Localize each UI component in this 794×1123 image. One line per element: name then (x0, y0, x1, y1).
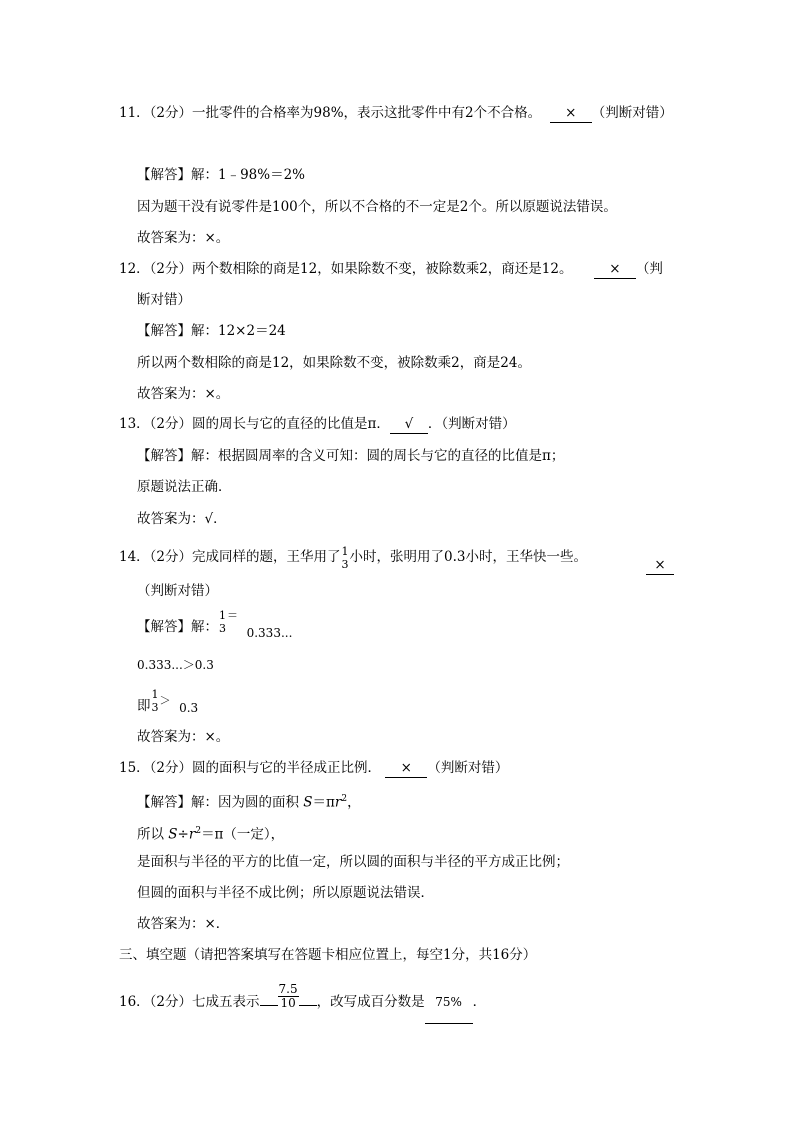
q15-sym2-r: r (188, 826, 196, 843)
q12-solution-1: 解：12×2＝24 (191, 323, 286, 339)
q14-sol-frac-num: 1 (219, 608, 226, 622)
q16-question-line (119, 975, 486, 1018)
q14-answer-wrap (646, 556, 674, 575)
q14-ji-val: 0.3 (179, 701, 199, 715)
q14-question-line (119, 537, 587, 577)
q16-question-pre: 16．（2分）七成五表示 (119, 994, 260, 1010)
q15-question-line (119, 759, 508, 778)
q15-answer-blank: × (385, 759, 427, 778)
q14-compare: 0.333...＞0.3 (137, 658, 214, 672)
q15-sym2-s: S (168, 826, 178, 843)
q16-question-end: ． (472, 994, 487, 1010)
q12-tag-cont: 断对错） (137, 292, 191, 308)
q15-solution-3: 是面积与半径的平方的比值一定，所以圆的面积与半径的平方成正比例； (137, 854, 569, 870)
q12-answer-blank: × (594, 260, 636, 279)
q14-question-post: 小时，张明用了0.3小时，王华快一些。 (349, 549, 588, 565)
q15-sym2-sup: 2 (195, 826, 202, 836)
q11-answer-blank: × (550, 104, 592, 123)
q15-sym-r: r (334, 794, 342, 811)
q15-solution-1-pre: 解：因为圆的面积 (191, 794, 304, 811)
q14-sol-val: 0.333... (246, 626, 293, 640)
q12-question-line (119, 260, 663, 279)
q13-solution-label: 【解答】 (137, 448, 191, 464)
q15-conclusion: 故答案为：×． (137, 916, 230, 932)
q13-solution-1: 解：根据圆周率的含义可知：圆的周长与它的直径的比值是π； (191, 448, 565, 464)
q14-frac-den: 3 (341, 557, 349, 571)
q14-ji-gt: ＞ (159, 694, 171, 707)
q13-question: 13．（2分）圆的周长与它的直径的比值是π． (119, 416, 390, 432)
q11-solution-2: 因为题干没有说零件是100个，所以不合格的不一定是2个。所以原题说法错误。 (137, 199, 617, 215)
q14-question-pre: 14．（2分）完成同样的题，王华用了 (119, 549, 341, 565)
q14-ji: 即 (137, 698, 151, 714)
q15-solution-label: 【解答】 (137, 794, 191, 811)
q14-ji-fraction (151, 688, 160, 714)
q15-solution-line2 (137, 822, 284, 844)
q16-fraction (278, 983, 299, 1010)
q14-conclusion: 故答案为：×。 (137, 729, 230, 745)
q14-frac-num: 1 (341, 544, 349, 558)
q16-answer-blank: 75% (425, 981, 473, 1024)
q14-solution-pre: 解： (191, 619, 218, 635)
q14-sol-frac-den: 3 (219, 621, 226, 635)
q13-tag: ．（判断对错） (427, 416, 516, 432)
q12-solution-label: 【解答】 (137, 323, 191, 339)
q13-conclusion: 故答案为：√． (137, 511, 227, 527)
q14-ji-frac-num: 1 (151, 687, 159, 701)
q12-solution-line1 (137, 322, 286, 340)
q11-solution-1: 解：1﹣98%＝2% (191, 167, 306, 183)
q14-ji-frac-den: 3 (151, 700, 159, 714)
q11-solution-label: 【解答】 (137, 167, 191, 183)
q16-blank-left (260, 1005, 278, 1006)
q14-solution-line1 (137, 607, 292, 648)
q12-tag: （判 (635, 261, 663, 277)
section3-title: 三、填空题（请把答案填写在答题卡相应位置上，每空1分，共16分） (119, 947, 537, 963)
q11-tag: （判断对错） (591, 105, 673, 121)
q11-question-line (119, 104, 673, 123)
q14-solution-label: 【解答】 (137, 619, 191, 635)
q16-blank-right (299, 1005, 317, 1006)
q14-answer-blank: × (646, 556, 674, 575)
q15-solution-1-end: ， (347, 794, 361, 811)
q15-tag: （判断对错） (427, 760, 509, 776)
q11-conclusion: 故答案为：×。 (137, 230, 230, 246)
q14-ji-line (137, 683, 198, 718)
q15-question: 15．（2分）圆的面积与它的半径成正比例． (119, 760, 382, 776)
q15-solution-2-end: ＝π（一定）， (201, 826, 285, 843)
q16-frac-num: 7.5 (278, 982, 298, 996)
q15-solution-2-pre: 所以 (137, 826, 169, 843)
q13-solution-2: 原题说法正确． (137, 479, 232, 495)
q16-frac-den: 10 (280, 996, 296, 1010)
q12-question: 12．（2分）两个数相除的商是12，如果除数不变，被除数乘2，商还是12。 (119, 261, 573, 277)
q11-solution-line1 (137, 166, 305, 184)
q13-solution-line1 (137, 447, 564, 465)
q12-conclusion: 故答案为：×。 (137, 386, 230, 402)
q11-question: 11．（2分）一批零件的合格率为98%，表示这批零件中有2个不合格。 (119, 105, 542, 121)
q15-sym-s: S (303, 794, 313, 811)
q14-sol-fraction (218, 609, 227, 635)
q13-answer-blank: √ (390, 415, 428, 434)
q14-tag: （判断对错） (137, 583, 218, 599)
q16-question-mid: ，改写成百分数是 (316, 994, 425, 1010)
q15-solution-4: 但圆的面积与半径不成比例；所以原题说法错误． (137, 885, 434, 901)
q13-question-line (119, 415, 516, 434)
q15-sym-sup: 2 (341, 794, 348, 804)
q12-solution-2: 所以两个数相除的商是12，如果除数不变，被除数乘2，商是24。 (137, 355, 531, 371)
q14-fraction (341, 545, 350, 571)
q15-sym2-div: ÷ (177, 826, 189, 843)
q14-sol-eq: ＝ (227, 609, 238, 622)
q15-solution-line1 (137, 790, 361, 812)
q15-sym-eq: ＝π (312, 794, 335, 811)
